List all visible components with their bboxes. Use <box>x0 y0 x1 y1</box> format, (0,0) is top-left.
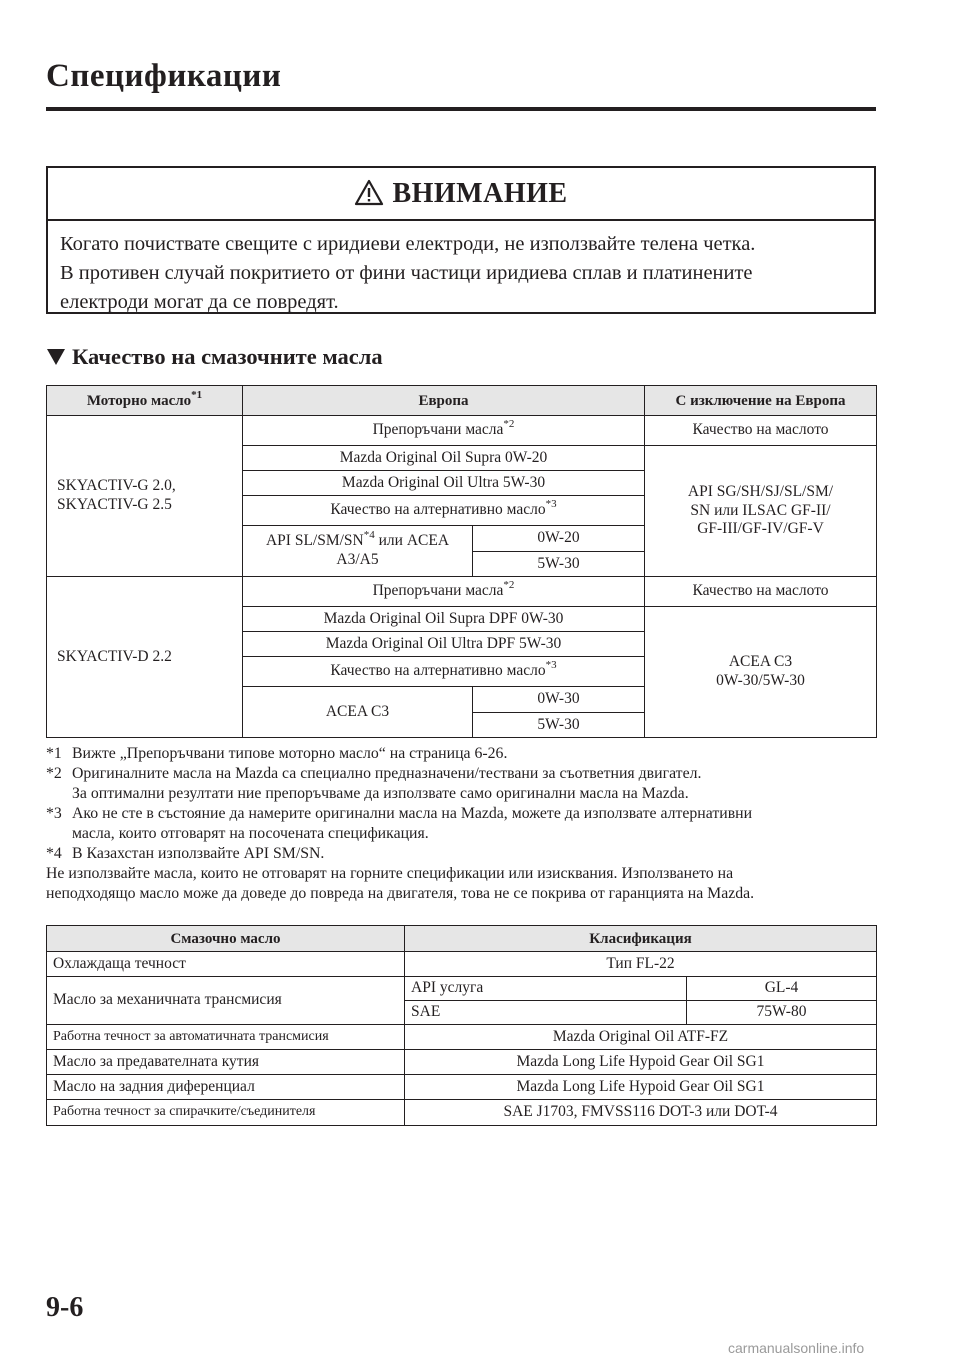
lubricant-name: Масло за механичната трансмисия <box>47 977 405 1025</box>
header-outside-europe: С изключение на Европа <box>645 386 877 416</box>
warning-line: В противен случай покритието от фини частици иридиева сплав и платинените <box>60 262 753 284</box>
table-row <box>47 416 877 446</box>
non-europe-spec: ACEA C3 0W-30/5W-30 <box>645 607 877 738</box>
closing-note: Не използвайте масла, които не отговарят на горните спецификации или изисквания. Използването на неподходящо масло може да доведе до повреда на двигателя, това не се покрива от гаранцията на Mazda. <box>46 865 755 902</box>
engine-oil-table <box>46 385 877 738</box>
table-row <box>47 1025 877 1050</box>
footnote: *2 Оригиналните масла на Mazda са специално предназначени/тествани за съответния двигател. За оптимални резултати ние препоръчваме да използвате само оригинални масла на Mazda. <box>46 765 702 802</box>
recommended-oils-label: Препоръчани масла$^{*2}$ <box>243 577 645 607</box>
footnotes <box>46 744 876 904</box>
table-row <box>47 1050 877 1075</box>
lubricant-name: Масло за предавателната кутия <box>47 1050 405 1075</box>
table-row <box>47 952 877 977</box>
lubricant-class: Mazda Original Oil ATF-FZ <box>405 1025 877 1050</box>
viscosity: 0W-20 <box>473 526 645 552</box>
oil-product: Mazda Original Oil Ultra DPF 5W-30 <box>243 632 645 657</box>
header-lubricant: Смазочно масло <box>47 926 405 952</box>
recommended-oils-label: Препоръчани масла$^{*2}$ <box>243 416 645 446</box>
table-row <box>47 977 877 1001</box>
lubricant-table <box>46 925 877 1126</box>
down-triangle-icon <box>46 348 66 366</box>
section-heading-text: Качество на смазочните масла <box>72 344 383 369</box>
table-row <box>47 577 877 607</box>
lubricant-name: Масло на задния диференциал <box>47 1075 405 1100</box>
viscosity: 5W-30 <box>473 552 645 577</box>
warning-box <box>46 166 876 314</box>
header-engine-oil: Моторно масло$^{*1}$ <box>47 386 243 416</box>
alternative-oil-label: Качество на алтернативно масло$^{*3}$ <box>243 657 645 687</box>
oil-spec: API SL/SM/SN$^{*4}$ или ACEA A3/A5 <box>243 526 473 577</box>
watermark-logo: carmanualsonline.info <box>728 1340 865 1356</box>
warning-line: Когато почиствате свещите с иридиеви електроди, не използвайте телена четка. <box>60 233 756 255</box>
engine-name: SKYACTIV-G 2.0, SKYACTIV-G 2.5 <box>47 416 243 577</box>
lubricant-class: SAE J1703, FMVSS116 DOT-3 или DOT-4 <box>405 1100 877 1126</box>
viscosity: 5W-30 <box>473 713 645 738</box>
page-number: 9-6 <box>46 1292 84 1323</box>
title-divider <box>46 107 876 111</box>
oil-spec: ACEA C3 <box>243 687 473 738</box>
footnote: *1 Вижте „Препоръчвани типове моторно масло“ на страница 6-26. <box>46 745 508 762</box>
lubricant-class: 75W-80 <box>687 1001 877 1025</box>
warning-line: електроди могат да се повредят. <box>60 291 339 313</box>
lubricant-sub-label: API услуга <box>405 977 687 1001</box>
warning-header <box>48 168 874 221</box>
oil-product: Mazda Original Oil Supra 0W-20 <box>243 446 645 471</box>
warning-triangle-icon <box>354 179 384 206</box>
lubricant-class: Тип FL-22 <box>405 952 877 977</box>
warning-heading: ВНИМАНИЕ <box>392 177 568 209</box>
footnote: *4 В Казахстан използвайте API SM/SN. <box>46 845 325 862</box>
oil-product: Mazda Original Oil Ultra 5W-30 <box>243 471 645 496</box>
table-header-row <box>47 926 877 952</box>
non-europe-spec: API SG/SH/SJ/SL/SM/ SN или ILSAC GF-II/ GF-III/GF-IV/GF-V <box>645 446 877 577</box>
page-title: Спецификации <box>46 58 282 94</box>
warning-text <box>48 221 874 317</box>
lubricant-name: Работна течност за автоматичната трансмисия <box>47 1025 405 1050</box>
header-classification: Класификация <box>405 926 877 952</box>
engine-name: SKYACTIV-D 2.2 <box>47 577 243 738</box>
lubricant-name: Охлаждаща течност <box>47 952 405 977</box>
table-row <box>47 1075 877 1100</box>
section-heading <box>46 344 383 370</box>
lubricant-class: Mazda Long Life Hypoid Gear Oil SG1 <box>405 1075 877 1100</box>
table-header-row <box>47 386 877 416</box>
header-europe: Европа <box>243 386 645 416</box>
lubricant-name: Работна течност за спирачките/съединителя <box>47 1100 405 1126</box>
table-row <box>47 1100 877 1126</box>
oil-product: Mazda Original Oil Supra DPF 0W-30 <box>243 607 645 632</box>
alternative-oil-label: Качество на алтернативно масло$^{*3}$ <box>243 496 645 526</box>
lubricant-sub-label: SAE <box>405 1001 687 1025</box>
lubricant-class: GL-4 <box>687 977 877 1001</box>
footnote: *3 Ако не сте в състояние да намерите оригинални масла на Mazda, можете да използвате алтернативни масла, които отговарят на посочената спецификация. <box>46 805 753 842</box>
viscosity: 0W-30 <box>473 687 645 713</box>
oil-quality-label: Качество на маслото <box>645 577 877 607</box>
lubricant-class: Mazda Long Life Hypoid Gear Oil SG1 <box>405 1050 877 1075</box>
oil-quality-label: Качество на маслото <box>645 416 877 446</box>
